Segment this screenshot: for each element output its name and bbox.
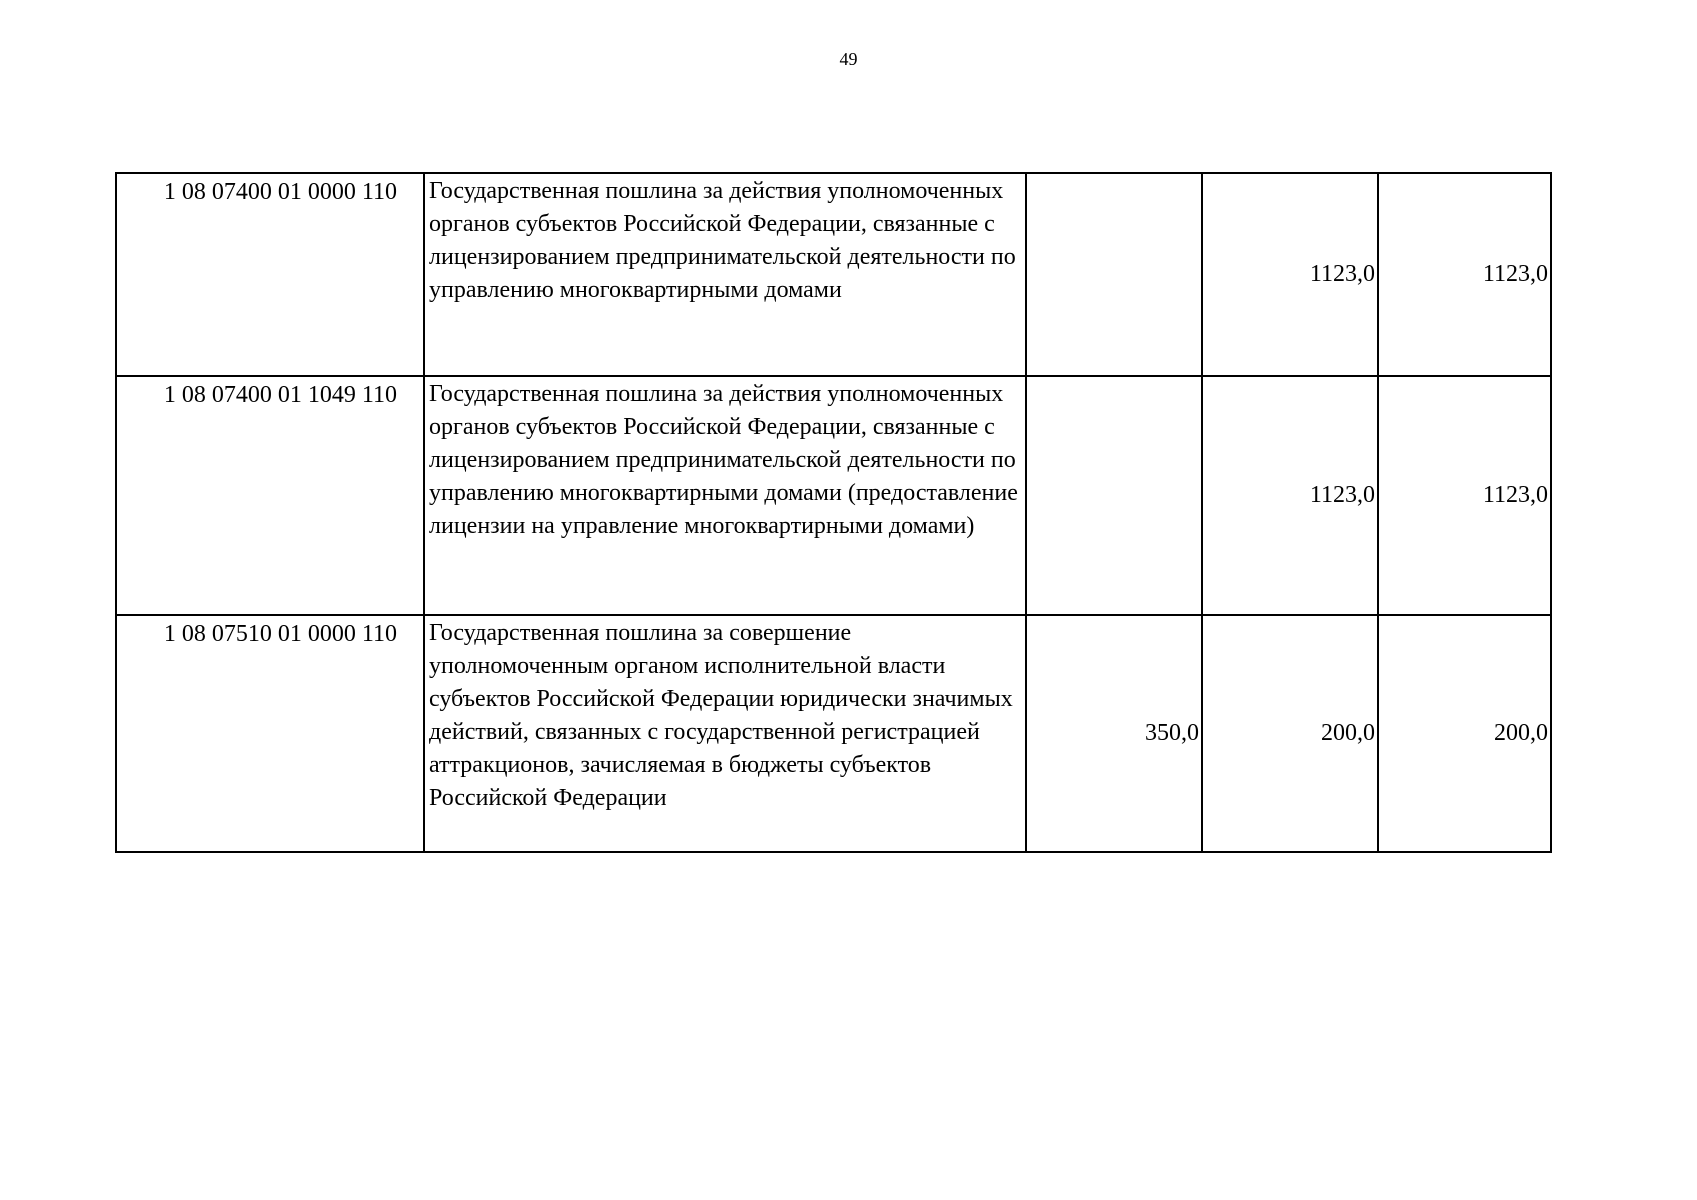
table-row (116, 615, 1551, 852)
table-row (116, 376, 1551, 615)
description-cell: Государственная пошлина за действия уполномоченных органов субъектов Российской Федерации, связанные с лицензированием предпринимательской деятельности по управлению многоквартирными домами (424, 173, 1026, 376)
value-cell-1 (1026, 173, 1202, 376)
value-cell-1 (1026, 376, 1202, 615)
value-cell-2: 1123,0 (1202, 376, 1378, 615)
budget-code-cell: 1 08 07510 01 0000 110 (116, 615, 424, 852)
budget-code-cell: 1 08 07400 01 1049 110 (116, 376, 424, 615)
value-cell-3: 1123,0 (1378, 173, 1551, 376)
value-cell-2: 1123,0 (1202, 173, 1378, 376)
value-cell-3: 1123,0 (1378, 376, 1551, 615)
budget-code-cell: 1 08 07400 01 0000 110 (116, 173, 424, 376)
budget-revenue-table (115, 172, 1552, 853)
table-row (116, 173, 1551, 376)
description-cell: Государственная пошлина за совершение уполномоченным органом исполнительной власти субъектов Российской Федерации юридически значимых действий, связанных с государственной регистрацией аттракционов, зачисляемая в бюджеты субъектов Российской Федерации (424, 615, 1026, 852)
value-cell-3: 200,0 (1378, 615, 1551, 852)
description-cell: Государственная пошлина за действия уполномоченных органов субъектов Российской Федерации, связанные с лицензированием предпринимательской деятельности по управлению многоквартирными домами (предоставление лицензии на управление многоквартирными домами) (424, 376, 1026, 615)
value-cell-2: 200,0 (1202, 615, 1378, 852)
value-cell-1: 350,0 (1026, 615, 1202, 852)
page-number: 49 (839, 49, 858, 69)
